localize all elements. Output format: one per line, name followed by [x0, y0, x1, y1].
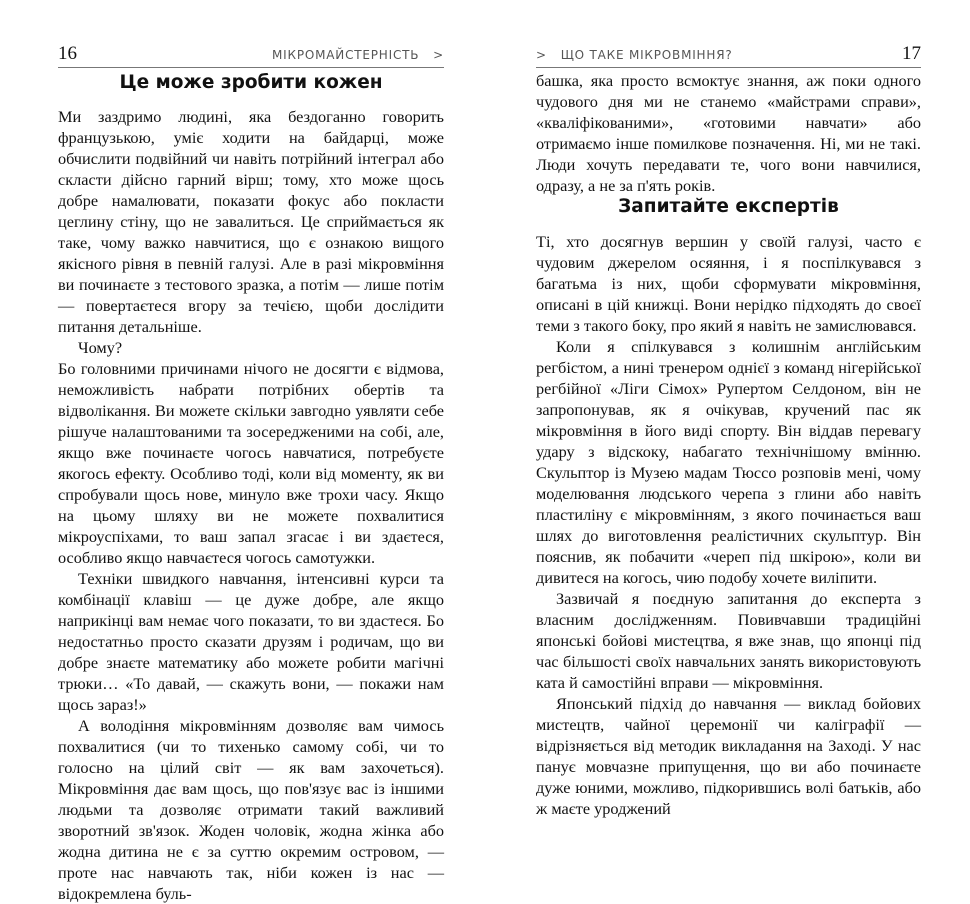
left-page	[0, 0, 485, 903]
paragraph: башка, яка просто всмоктує знання, аж поки одного чудового дня ми не станемо «майстрами справи», «кваліфікованими», «готовими навчати» або отримаємо інше помилкове позначення. Ні, ми не такі. Люди хочуть передавати те, чого вони навчилися, одразу, а не за п'ять років.	[536, 71, 921, 195]
paragraph: Ті, хто досягнув вершин у своїй галузі, часто є чудовим джерелом осяяння, і я поспілкувався з багатьма із них, щоби сформувати мікровміння, описані в цій книжці. Вони нерідко підходять до своєї теми з такого боку, про який я навіть не замислювався.	[536, 232, 921, 335]
running-title: > ЩО ТАКЕ МІКРОВМІННЯ?	[536, 48, 733, 62]
body-text	[536, 231, 921, 819]
running-title: МІКРОМАЙСТЕРНІСТЬ >	[272, 48, 444, 62]
left-running-head	[58, 43, 444, 68]
page-number: 17	[902, 43, 921, 64]
paragraph: Ми заздримо людині, яка бездоганно говорить французькою, уміє ходити на байдарці, може обчислити подвійний чи навіть потрійний інтеграл або скласти дійсно гарний вірш; тому, хто може щось добре намалювати, показати фокус або покласти цеглину стіну, що не завалиться. Це сприймається як таке, чому важко навчитися, що є ознакою вищого якісного рівня в певній галузі. Але в разі мікровміння ви починаєте з тестового зразка, а потім — лише потім — повертаєтеся вгору за течією, щоби дослідити питання детальніше.	[58, 107, 444, 336]
body-text	[58, 106, 444, 904]
right-running-head	[536, 43, 921, 68]
paragraph: Коли я спілкувався з колишнім англійським регбістом, а нині тренером однієї з команд нігерійської регбійної «Ліги Сімох» Рупертом Селдоном, він не запропонував, як я очікував, кручений пас як мікровміння в його виді спорту. Він віддав перевагу удару з відскоку, набагато технічнішому вмінню. Скульптор із Музею мадам Тюссо розповів мені, чому моделювання людського черепа з глини або навіть пластиліну є мікровмінням, з якого починається ваш шлях до виготовлення реалістичних скульптур. Він пояснив, як побачити «череп під шкірою», коли ви дивитеся на когось, чию подобу хочете виліпити.	[536, 337, 921, 587]
paragraph: А володіння мікровмінням дозволяє вам чимось похвалитися (чи то тихенько самому собі, чи то голосно на цілий світ — як вам захочеться). Мікровміння дає вам щось, що пов'язує вас із іншими людьми та дозволяє отримати такий важливий зворотний зв'язок. Жоден чоловік, жодна жінка або жодна дитина не є за суттю окремим островом, — проте нас навчають так, ніби кожен із нас — відокремлена буль-	[58, 716, 444, 903]
paragraph: Японський підхід до навчання — виклад бойових мистецтв, чайної церемонії чи каліграфії — відрізняється від методик викладання на Заході. У нас панує мовчазне припущення, що ви або починаєте дуже юними, можливо, підкорившись волі батьків, або ж маєте уроджений	[536, 694, 921, 818]
section-heading: Це може зробити кожен	[119, 72, 383, 93]
paragraph: Зазвичай я поєдную запитання до експерта з власним дослідженням. Повивчавши традиційні японські бойові мистецтва, я вже знав, що японці під час більшості своїх навчальних занять використовують ката й самостійні вправи — мікровміння.	[536, 589, 921, 692]
paragraph: Техніки швидкого навчання, інтенсивні курси та комбінації клавіш — це дуже добре, але якщо наприкінці вам немає чого показати, то ви здастеся. Бо недостатньо просто сказати друзям і родичам, що ви добре знаєте математику або можете робити магічні трюки… «То давай, — скажуть вони, — покажи нам щось зараз!»	[58, 569, 444, 714]
body-text-continued	[536, 70, 921, 196]
right-page	[485, 0, 970, 818]
page-number: 16	[58, 43, 77, 64]
paragraph: Чому?	[78, 338, 123, 357]
paragraph: Бо головними причинами нічого не досягти є відмова, неможливість набрати потрібних обертів та відволікання. Ви можете скільки завгодно уявляти себе рішуче налаштованими та зосередженими на собі, але, якщо вже починаєте чогось навчатися, потребуєте якогось ефекту. Особливо тоді, коли від моменту, як ви спробували щось нове, минуло вже трохи часу. Якщо на цьому шляху ви не можете похвалитися мікроуспіхами, то ваш запал згасає і ви здаєтеся, особливо якщо навчаєтеся чогось самотужки.	[58, 359, 444, 567]
section-heading: Запитайте експертів	[618, 196, 839, 217]
